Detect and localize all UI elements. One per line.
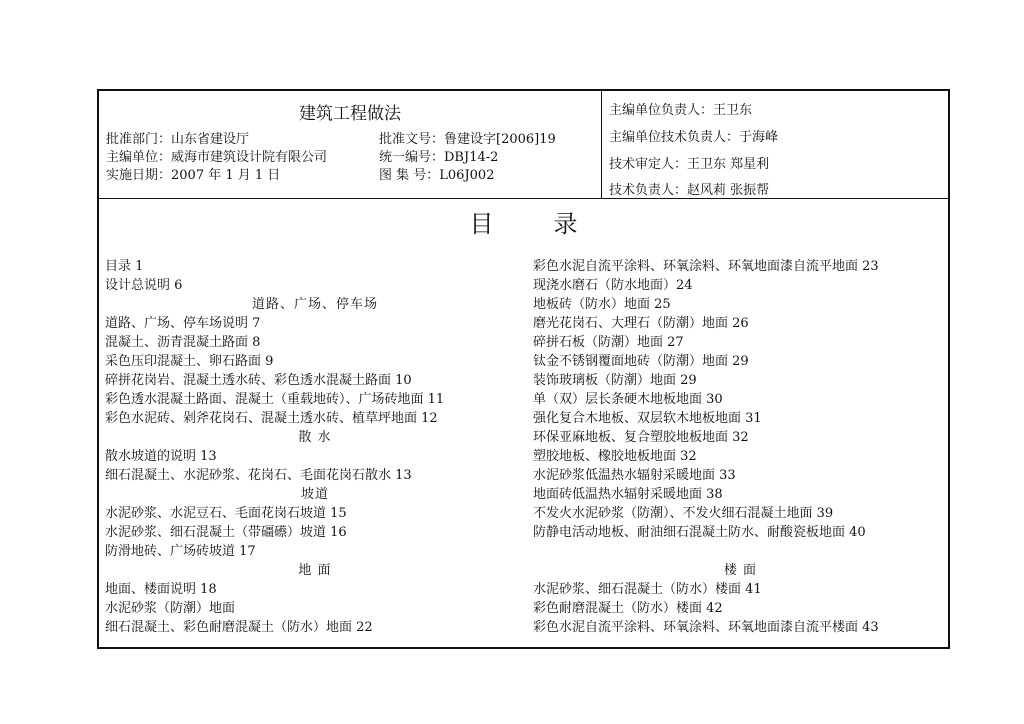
toc-entry: 装饰玻璃板（防潮）地面 29 bbox=[533, 373, 697, 388]
toc-left-column bbox=[105, 257, 525, 637]
header-info-block bbox=[99, 91, 602, 199]
approval-doc-no: 批准文号：鲁建设字[2006]19 bbox=[379, 132, 556, 147]
toc-entry: 目录 1 bbox=[105, 259, 144, 274]
chief-unit-tech-head: 主编单位技术负责人：于海峰 bbox=[609, 130, 779, 145]
toc-spacer bbox=[533, 542, 948, 561]
toc-entry: 碎拼石板（防潮）地面 27 bbox=[533, 335, 684, 350]
toc-entry: 环保亚麻地板、复合塑胶地板地面 32 bbox=[533, 430, 749, 445]
toc-entry: 水泥砂浆（防潮）地面 bbox=[105, 601, 236, 616]
toc-entry: 水泥砂浆、水泥豆石、毛面花岗石坡道 15 bbox=[105, 506, 347, 521]
toc-section-heading: 散 水 bbox=[298, 430, 332, 445]
toc-entry: 磨光花岗石、大理石（防潮）地面 26 bbox=[533, 316, 749, 331]
atlas-no: 图 集 号：L06J002 bbox=[379, 168, 495, 183]
toc-entry: 不发火水泥砂浆（防潮）、不发火细石混凝土地面 39 bbox=[533, 506, 834, 521]
toc-section-heading: 楼 面 bbox=[723, 563, 758, 578]
toc-entry: 水泥砂浆低温热水辐射采暖地面 33 bbox=[533, 468, 736, 483]
toc-entry: 地板砖（防水）地面 25 bbox=[533, 297, 671, 312]
toc-heading: 目录 bbox=[469, 210, 638, 238]
toc-entry: 道路、广场、停车场说明 7 bbox=[105, 316, 261, 331]
toc-entry: 防滑地砖、广场砖坡道 17 bbox=[105, 544, 256, 559]
tech-responsibles: 技术负责人：赵风莉 张振帮 bbox=[609, 183, 770, 198]
toc-entry: 水泥砂浆、细石混凝土（防水）楼面 41 bbox=[533, 582, 762, 597]
toc-entry: 地面砖低温热水辐射采暖地面 38 bbox=[533, 487, 723, 502]
unified-no: 统一编号：DBJ14-2 bbox=[379, 150, 499, 165]
toc-right-column bbox=[533, 257, 948, 637]
toc-section-heading: 道路、广场、停车场 bbox=[251, 297, 378, 312]
toc-entry: 碎拼花岗岩、混凝土透水砖、彩色透水混凝土路面 10 bbox=[105, 373, 412, 388]
toc-entry: 防静电活动地板、耐油细石混凝土防水、耐酸瓷板地面 40 bbox=[533, 525, 866, 540]
toc-entry: 地面、楼面说明 18 bbox=[105, 582, 217, 597]
toc-entry: 彩色水泥砖、剁斧花岗石、混凝土透水砖、植草坪地面 12 bbox=[105, 411, 438, 426]
toc-entry: 水泥砂浆、细石混凝土（带礓礤）坡道 16 bbox=[105, 525, 347, 540]
toc-section-heading: 坡道 bbox=[300, 487, 329, 502]
toc-entry: 散水坡道的说明 13 bbox=[105, 449, 217, 464]
toc-entry: 采色压印混凝土、卵石路面 9 bbox=[105, 354, 274, 369]
toc-entry: 钛金不锈钢覆面地砖（防潮）地面 29 bbox=[533, 354, 749, 369]
toc-section-heading: 地 面 bbox=[298, 563, 332, 578]
toc-entry: 彩色透水混凝土路面、混凝土（重载地砖）、广场砖地面 11 bbox=[105, 392, 445, 407]
effective-date: 实施日期：2007 年 1 月 1 日 bbox=[106, 168, 281, 183]
toc-entry: 彩色水泥自流平涂料、环氧涂料、环氧地面漆自流平地面 23 bbox=[533, 259, 879, 274]
toc-entry: 强化复合木地板、双层软木地板地面 31 bbox=[533, 411, 762, 426]
chief-unit-head: 主编单位负责人：王卫东 bbox=[609, 103, 753, 118]
document-title: 建筑工程做法 bbox=[299, 104, 401, 124]
toc-entry: 细石混凝土、彩色耐磨混凝土（防水）地面 22 bbox=[105, 620, 373, 635]
editor-unit: 主编单位：威海市建筑设计院有限公司 bbox=[106, 150, 328, 165]
toc-entry: 混凝土、沥青混凝土路面 8 bbox=[105, 335, 261, 350]
tech-reviewers: 技术审定人：王卫东 郑星利 bbox=[609, 157, 770, 172]
toc-entry: 设计总说明 6 bbox=[105, 278, 183, 293]
responsibles-block bbox=[602, 91, 948, 199]
toc-entry: 彩色耐磨混凝土（防水）楼面 42 bbox=[533, 601, 723, 616]
toc-entry: 彩色水泥自流平涂料、环氧涂料、环氧地面漆自流平楼面 43 bbox=[533, 620, 879, 635]
toc-entry: 塑胶地板、橡胶地板地面 32 bbox=[533, 449, 697, 464]
catalog-frame bbox=[97, 89, 950, 649]
approval-dept: 批准部门：山东省建设厅 bbox=[106, 132, 250, 147]
toc-entry: 单（双）层长条硬木地板地面 30 bbox=[533, 392, 723, 407]
toc-entry: 现浇水磨石（防水地面）24 bbox=[533, 278, 693, 293]
toc-entry: 细石混凝土、水泥砂浆、花岗石、毛面花岗石散水 13 bbox=[105, 468, 412, 483]
